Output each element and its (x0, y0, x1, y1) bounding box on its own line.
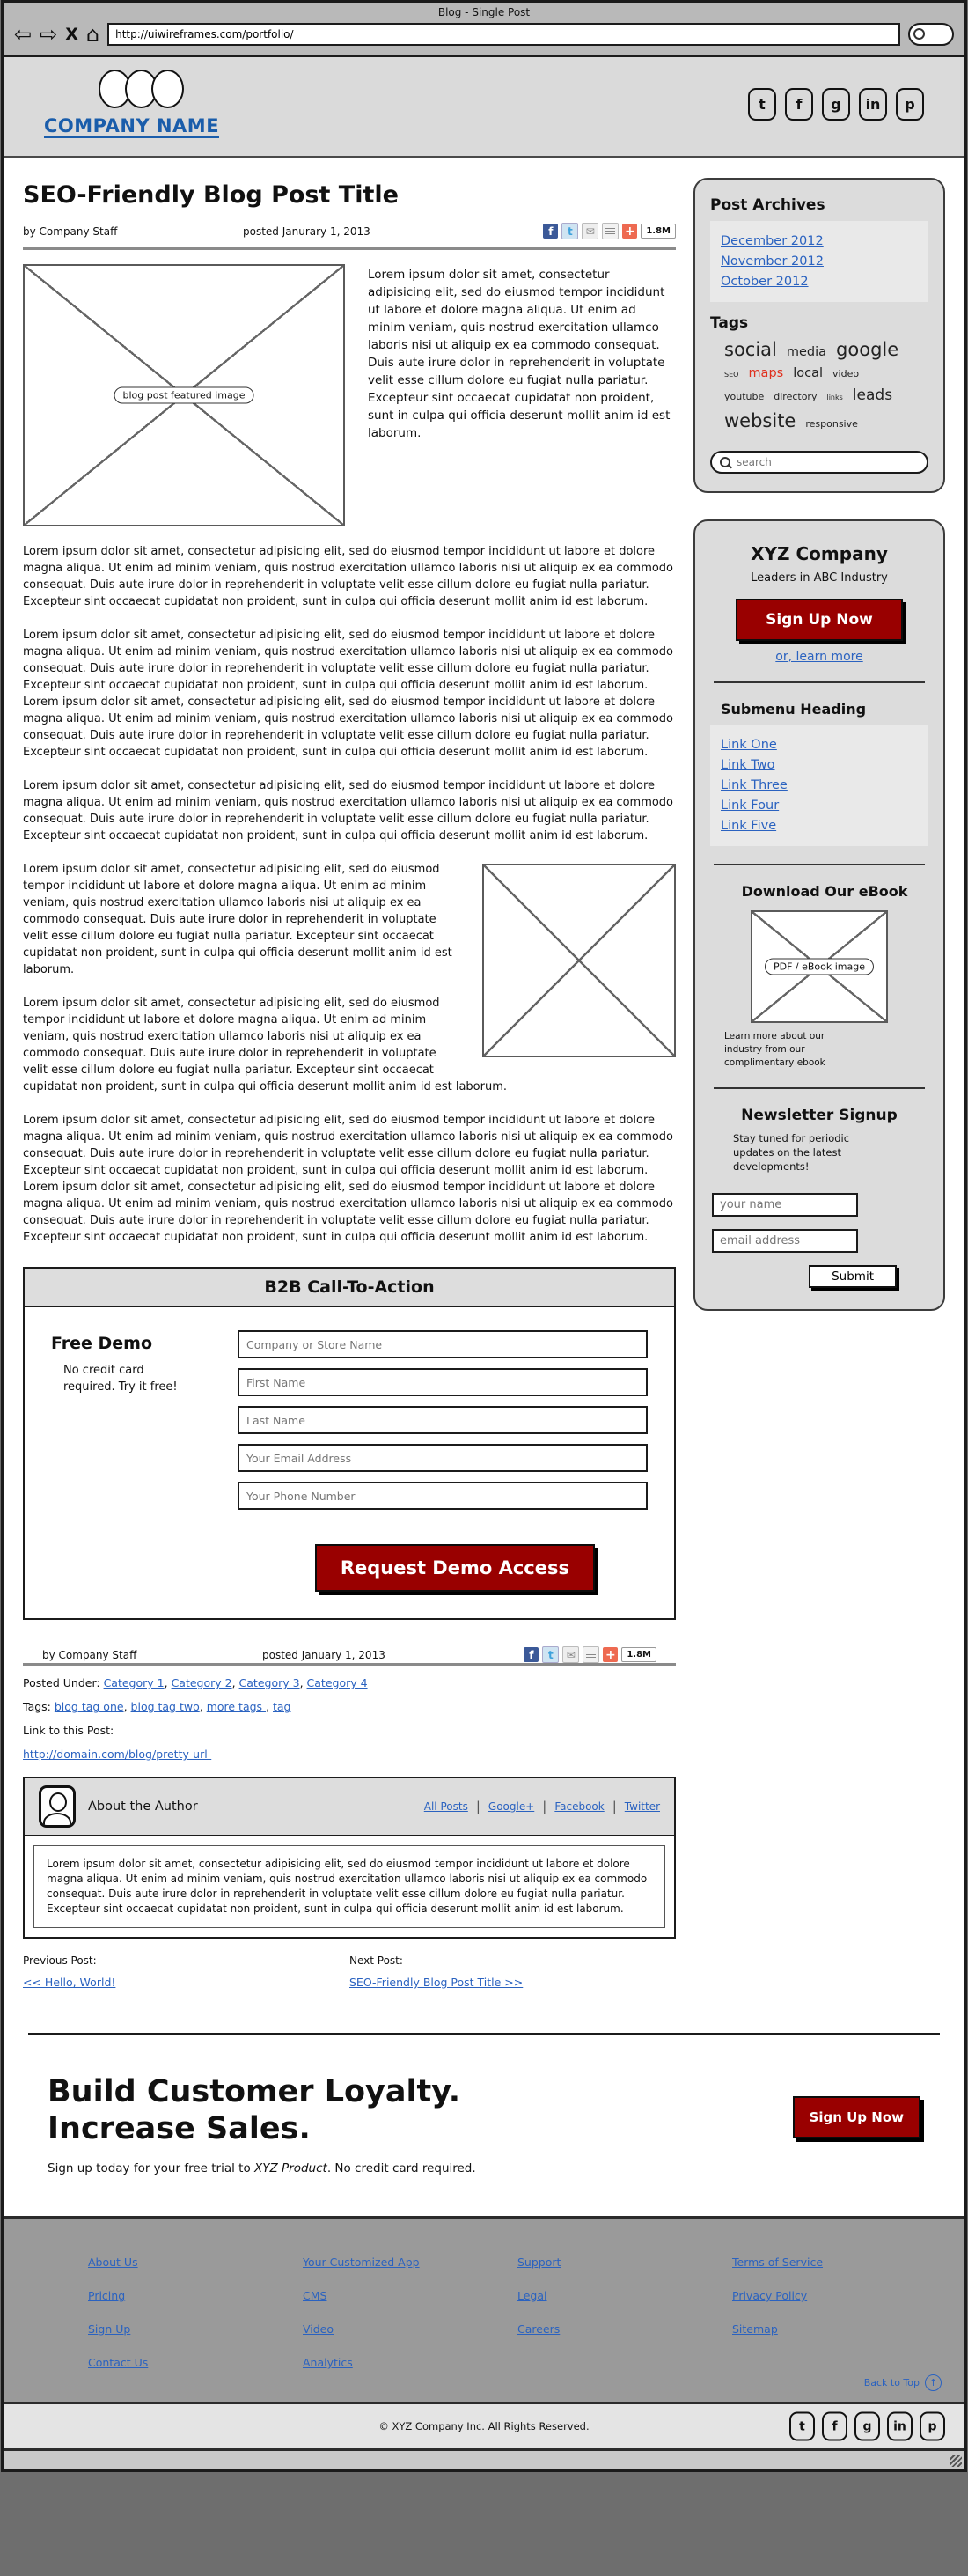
post-date: posted January 1, 2013 (262, 1648, 385, 1661)
previous-post-label: Previous Post: (23, 1954, 97, 1967)
promo-subtitle: Sign up today for your free trial to XYZ Product. No credit card required. (48, 2161, 476, 2175)
tag-cloud-link[interactable]: media (786, 345, 827, 359)
featured-image-placeholder (23, 264, 345, 526)
footer-link-sign-up[interactable]: Sign Up (88, 2322, 131, 2336)
footer-link-sitemap[interactable]: Sitemap (732, 2322, 778, 2336)
separator: | (542, 1799, 547, 1814)
b2b-cta-box (23, 1267, 676, 1620)
ebook-title: Download Our eBook (741, 883, 908, 900)
post-archives-title: Post Archives (710, 196, 825, 214)
byline: by Company Staff (42, 1648, 137, 1661)
submenu-link[interactable]: Link One (721, 738, 777, 752)
separator: | (475, 1799, 480, 1814)
category-link[interactable]: Category 2 (171, 1676, 232, 1689)
submenu-link[interactable]: Link Five (721, 819, 777, 833)
divider (714, 681, 925, 683)
cta-heading: Free Demo (51, 1334, 153, 1353)
email-share-icon[interactable]: ✉ (582, 223, 598, 239)
site-footer (4, 2216, 964, 2402)
submenu-heading: Submenu Heading (721, 701, 867, 718)
tag-cloud-link[interactable]: social (724, 339, 777, 360)
tag-cloud-link[interactable]: directory (774, 391, 818, 402)
ebook-image-label: PDF / eBook image (765, 959, 874, 975)
last-name-field[interactable] (238, 1406, 648, 1434)
author-bio: Lorem ipsum dolor sit amet, consectetur adipisicing elit, sed do eiusmod tempor incididunt ut labore et dolore magna aliqua. Ut enim ad minim veniam, quis nostrud exercitation ullamco laboris nisi ut aliquip ex ea commodo consequat. Duis aute irure dolor in reprehenderit in voluptate velit esse cillum dolore eu fugiat nulla pariatur. Excepteur sint occaecat cupidatat non proident, sunt in culpa qui officia deserunt mollit anim id est laborum. (33, 1845, 665, 1928)
tags-line (23, 1700, 676, 1713)
ebook-caption: Learn more about our industry from our complimentary ebook (724, 1031, 825, 1068)
share-bar-top (543, 223, 676, 239)
pinterest-icon[interactable]: p (920, 2412, 945, 2441)
footer-link-support[interactable]: Support (517, 2256, 561, 2269)
footer-link-video[interactable]: Video (303, 2322, 334, 2336)
footer-column (303, 2256, 517, 2389)
separator: | (612, 1799, 617, 1814)
separator: , (231, 1676, 239, 1689)
newsletter-title: Newsletter Signup (741, 1107, 898, 1124)
footer-link-about-us[interactable]: About Us (88, 2256, 138, 2269)
footer-column (732, 2256, 947, 2389)
logo[interactable] (44, 70, 219, 138)
author-twitter-link[interactable]: Twitter (624, 1800, 660, 1813)
footer-column (88, 2256, 303, 2389)
post-date: posted Janurary 1, 2013 (243, 224, 370, 238)
tag-cloud-link[interactable]: leads (852, 386, 893, 404)
tag-cloud-link[interactable]: youtube (724, 391, 765, 402)
author-links (424, 1799, 660, 1814)
newsletter-text: Stay tuned for periodic updates on the latest developments! (733, 1132, 850, 1173)
tags-title: Tags (710, 314, 749, 332)
paragraph-with-image (23, 861, 676, 978)
facebook-icon[interactable]: f (822, 2412, 847, 2441)
newsletter-name-field[interactable] (712, 1193, 858, 1217)
separator: , (123, 1700, 131, 1713)
page-title: SEO-Friendly Blog Post Title (23, 181, 399, 209)
tag-cloud-link[interactable]: maps (748, 366, 784, 380)
footer-link-pricing[interactable]: Pricing (88, 2289, 126, 2302)
permalink-link[interactable]: http://domain.com/blog/pretty-url- (23, 1748, 212, 1761)
next-post-link[interactable]: SEO-Friendly Blog Post Title >> (349, 1976, 524, 1989)
copyright-text: © XYZ Company Inc. All Rights Reserved. (378, 2420, 590, 2432)
tag-link[interactable]: blog tag one (54, 1700, 124, 1713)
byline: by Company Staff (23, 224, 118, 238)
about-author-box (23, 1777, 676, 1939)
search-input[interactable] (735, 455, 919, 469)
footer-link-analytics[interactable]: Analytics (303, 2356, 353, 2369)
posted-under-line (23, 1676, 676, 1689)
newsletter-submit-button[interactable]: Submit (809, 1265, 897, 1288)
company-name-field[interactable] (238, 1330, 648, 1358)
home-icon[interactable]: ⌂ (85, 22, 100, 47)
email-field[interactable] (238, 1444, 648, 1472)
archives-list (710, 221, 928, 302)
footer-link-careers[interactable]: Careers (517, 2322, 561, 2336)
submenu-links (710, 725, 928, 846)
footer-column (517, 2256, 732, 2389)
archive-link[interactable]: December 2012 (721, 234, 824, 248)
permalink-label: Link to this Post: (23, 1724, 114, 1737)
share-plus-icon[interactable]: + (622, 224, 637, 239)
separator: , (299, 1676, 307, 1689)
separator: , (164, 1676, 172, 1689)
ebook-image-placeholder[interactable] (751, 910, 888, 1023)
search-icon (720, 457, 730, 467)
author-box-title: About the Author (88, 1800, 198, 1814)
footer-link-cms[interactable]: CMS (303, 2289, 327, 2302)
tag-cloud-link[interactable]: video (832, 368, 860, 379)
tag-link[interactable]: more tags (206, 1700, 267, 1713)
byline-row-bottom (23, 1646, 676, 1666)
author-facebook-link[interactable]: Facebook (554, 1800, 605, 1813)
archive-link[interactable]: October 2012 (721, 275, 809, 289)
email-share-icon[interactable]: ✉ (562, 1646, 579, 1663)
paragraph: Lorem ipsum dolor sit amet, consectetur adipisicing elit, sed do eiusmod tempor incididunt ut labore et dolore magna aliqua. Ut enim ad minim veniam, quis nostrud exercitation ullamco laboris nisi ut aliquip ex ea commodo consequat. Duis aute irure dolor in reprehenderit in voluptate velit esse cillum dolore eu fugiat nulla pariatur. Excepteur sint occaecat cupidatat non proident, sunt in culpa qui officia deserunt mollit anim id est laborum. (23, 545, 674, 608)
company-tagline: Leaders in ABC Industry (751, 571, 888, 585)
tag-cloud-link[interactable]: SEO (724, 371, 739, 379)
first-name-field[interactable] (238, 1368, 648, 1396)
google-plus-icon[interactable]: g (822, 88, 850, 121)
twitter-share-icon[interactable]: t (542, 1646, 559, 1663)
paragraph: Lorem ipsum dolor sit amet, consectetur adipisicing elit, sed do eiusmod tempor incididunt ut labore et dolore magna aliqua. Ut enim ad minim veniam, quis nostrud exercitation ullamco laboris nisi ut aliquip ex ea commodo consequat. Duis aute irure dolor in reprehenderit in voluptate velit esse cillum dolore eu fugiat nulla pariatur. Excepteur sint occaecat cupidatat non proident, sunt in culpa qui officia deserunt mollit anim id est laborum. (23, 997, 508, 1093)
category-link[interactable]: Category 3 (238, 1676, 300, 1689)
bottom-promo-section (4, 2033, 964, 2216)
print-icon[interactable] (602, 223, 619, 239)
twitter-share-icon[interactable]: t (561, 223, 578, 239)
tag-cloud-link[interactable]: links (826, 394, 843, 401)
intro-paragraph: Lorem ipsum dolor sit amet, consectetur adipisicing elit, sed do eiusmod tempor incididunt ut labore et dolore magna aliqua. Ut enim ad minim veniam, quis nostrud exercitation ullamco laboris nisi ut aliquip ex ea commodo consequat. Duis aute irure dolor in reprehenderit in voluptate velit esse cillum dolore eu fugiat nulla pariatur. Excepteur sint occaecat cupidatat non proident, sunt in culpa qui officia deserunt mollit anim id est laborum. (368, 268, 671, 440)
next-post-label: Next Post: (349, 1954, 403, 1967)
divider (714, 1087, 925, 1089)
tag-cloud-link[interactable]: website (724, 410, 796, 431)
request-demo-button[interactable]: Request Demo Access (315, 1544, 595, 1592)
stop-icon[interactable]: X (65, 25, 78, 44)
author-googleplus-link[interactable]: Google+ (488, 1800, 535, 1813)
sidebar-search (710, 451, 928, 474)
cta-title: B2B Call-To-Action (25, 1269, 674, 1307)
phone-field[interactable] (238, 1482, 648, 1510)
copyright-bar (4, 2402, 964, 2448)
post-pagination (23, 1954, 676, 1989)
promo-signup-button[interactable]: Sign Up Now (793, 2096, 920, 2138)
browser-status-bar (4, 2448, 964, 2469)
forward-icon[interactable]: ⇨ (40, 22, 58, 47)
twitter-icon[interactable]: t (789, 2412, 815, 2441)
url-input[interactable] (107, 23, 900, 46)
paragraph-text: Lorem ipsum dolor sit amet, consectetur adipisicing elit, sed do eiusmod tempor incididunt ut labore et dolore magna aliqua. Ut enim ad minim veniam, quis nostrud exercitation ullamco laboris nisi ut aliquip ex ea commodo consequat. Duis aute irure dolor in reprehenderit in voluptate velit esse cillum dolore eu fugiat nulla pariatur. Excepteur sint occaecat cupidatat non proident, sunt in culpa qui officia deserunt mollit anim id est laborum. (23, 863, 452, 976)
byline-row-top (23, 223, 676, 250)
author-avatar-icon (39, 1785, 76, 1828)
tag-cloud-link[interactable]: google (836, 339, 899, 360)
browser-window (1, 0, 967, 2472)
featured-image-label: blog post featured image (114, 387, 254, 404)
separator: , (199, 1700, 207, 1713)
footer-link-privacy-policy[interactable]: Privacy Policy (732, 2289, 808, 2302)
cta-form (238, 1330, 648, 1602)
promo-title: Build Customer Loyalty. Increase Sales. (48, 2074, 461, 2146)
paragraph: Lorem ipsum dolor sit amet, consectetur adipisicing elit, sed do eiusmod tempor incididunt ut labore et dolore magna aliqua. Ut enim ad minim veniam, quis nostrud exercitation ullamco laboris nisi ut aliquip ex ea commodo consequat. Duis aute irure dolor in reprehenderit in voluptate velit esse cillum dolore eu fugiat nulla pariatur. Excepteur sint occaecat cupidatat non proident, sunt in culpa qui officia deserunt mollit anim id est laborum. Lorem ipsum dolor sit amet, consectetur adipisicing elit, sed do eiusmod tempor incididunt ut labore et dolore magna aliqua. Ut enim ad minim veniam, quis nostrud exercitation ullamco laboris nisi ut aliquip ex ea commodo consequat. Duis aute irure dolor in reprehenderit in voluptate velit esse cillum dolore eu fugiat nulla pariatur. Excepteur sint occaecat cupidatat non proident, sunt in culpa qui officia deserunt mollit anim id est laborum. (23, 1114, 674, 1244)
facebook-share-icon[interactable]: f (524, 1647, 539, 1662)
paragraph: Lorem ipsum dolor sit amet, consectetur adipisicing elit, sed do eiusmod tempor incididunt ut labore et dolore magna aliqua. Ut enim ad minim veniam, quis nostrud exercitation ullamco laboris nisi ut aliquip ex ea commodo consequat. Duis aute irure dolor in reprehenderit in voluptate velit esse cillum dolore eu fugiat nulla pariatur. Excepteur sint occaecat cupidatat non proident, sunt in culpa qui officia deserunt mollit anim id est laborum. (23, 779, 674, 843)
paragraph: Lorem ipsum dolor sit amet, consectetur adipisicing elit, sed do eiusmod tempor incididunt ut labore et dolore magna aliqua. Ut enim ad minim veniam, quis nostrud exercitation ullamco laboris nisi ut aliquip ex ea commodo consequat. Duis aute irure dolor in reprehenderit in voluptate velit esse cillum dolore eu fugiat nulla pariatur. Excepteur sint occaecat cupidatat non proident, sunt in culpa qui officia deserunt mollit anim id est laborum. Lorem ipsum dolor sit amet, consectetur adipisicing elit, sed do eiusmod tempor incididunt ut labore et dolore magna aliqua. Ut enim ad minim veniam, quis nostrud exercitation ullamco laboris nisi ut aliquip ex ea commodo consequat. Duis aute irure dolor in reprehenderit in voluptate velit esse cillum dolore eu fugiat nulla pariatur. Excepteur sint occaecat cupidatat non proident, sunt in culpa qui officia deserunt mollit anim id est laborum. (23, 629, 674, 759)
category-link[interactable]: Category 1 (103, 1676, 165, 1689)
footer-link-contact-us[interactable]: Contact Us (88, 2356, 149, 2369)
footer-link-legal[interactable]: Legal (517, 2289, 547, 2302)
author-all-posts-link[interactable]: All Posts (423, 1800, 468, 1813)
footer-link-terms-of-service[interactable]: Terms of Service (732, 2256, 824, 2269)
share-count-badge: 1.8M (621, 1647, 656, 1662)
divider (714, 864, 925, 865)
submenu-link[interactable]: Link Three (721, 778, 788, 792)
company-name[interactable]: COMPANY NAME (44, 115, 220, 136)
google-plus-icon[interactable]: g (854, 2412, 880, 2441)
pinterest-icon[interactable]: p (896, 88, 924, 121)
back-to-top-link[interactable]: Back to Top ↑ (864, 2374, 942, 2391)
submenu-link[interactable]: Link Two (721, 758, 775, 772)
up-arrow-icon: ↑ (925, 2374, 942, 2391)
footer-link-your-customized-app[interactable]: Your Customized App (303, 2256, 420, 2269)
tags-label: Tags: (23, 1700, 51, 1713)
twitter-icon[interactable]: t (748, 88, 776, 121)
newsletter-email-field[interactable] (712, 1229, 858, 1253)
browser-title: Blog - Single Post (437, 6, 531, 18)
posted-under-label: Posted Under: (23, 1676, 100, 1689)
browser-search-icon[interactable] (908, 23, 954, 46)
cta-note: No credit card required. Try it free! (63, 1364, 178, 1394)
submenu-link[interactable]: Link Four (721, 799, 780, 813)
blog-post (23, 173, 676, 2024)
header-social (748, 88, 924, 121)
tag-cloud-link[interactable]: responsive (805, 418, 858, 430)
browser-toolbar (4, 21, 964, 55)
company-box-title: XYZ Company (751, 543, 888, 564)
category-link[interactable]: Category 4 (306, 1676, 368, 1689)
previous-post-link[interactable]: << Hello, World! (23, 1976, 116, 1989)
separator: , (266, 1700, 273, 1713)
share-count-badge: 1.8M (641, 224, 676, 239)
tag-cloud-link[interactable]: local (793, 366, 824, 380)
print-icon[interactable] (583, 1646, 599, 1663)
site-header (4, 57, 964, 158)
archive-link[interactable]: November 2012 (721, 254, 824, 269)
tag-link[interactable]: tag (273, 1700, 291, 1713)
share-bar-bottom (524, 1646, 656, 1663)
page (4, 55, 964, 2448)
facebook-icon[interactable]: f (785, 88, 813, 121)
back-icon[interactable]: ⇦ (14, 22, 33, 47)
linkedin-icon[interactable]: in (887, 2412, 913, 2441)
footer-social (789, 2412, 945, 2441)
tag-link[interactable]: blog tag two (130, 1700, 200, 1713)
sidebar (693, 173, 945, 2024)
linkedin-icon[interactable]: in (859, 88, 887, 121)
facebook-share-icon[interactable]: f (543, 224, 558, 239)
sidebar-signup-button[interactable]: Sign Up Now (736, 599, 903, 641)
inline-image-placeholder (482, 864, 676, 1057)
archives-tags-box (693, 178, 945, 493)
learn-more-link[interactable]: or, learn more (775, 650, 863, 664)
company-box (693, 519, 945, 1311)
logo-circles-icon (44, 70, 219, 112)
share-plus-icon[interactable]: + (603, 1647, 618, 1662)
